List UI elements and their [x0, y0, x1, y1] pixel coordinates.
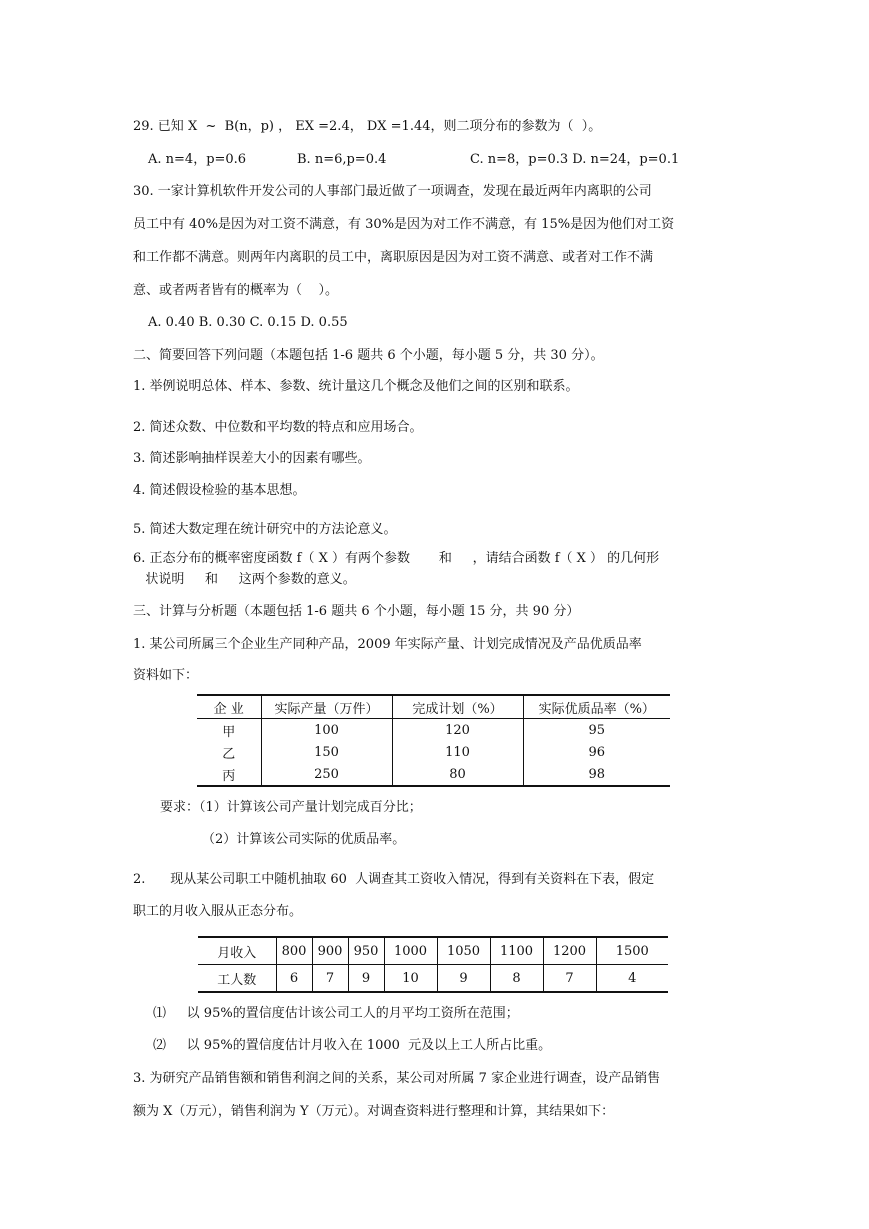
- text-line: 员工中有 40%是因为对工资不满意，有 30%是因为对工作不满意，有 15%是因为他们对工资: [133, 217, 675, 232]
- table-cell: 7: [312, 965, 348, 993]
- text-line: ⑴ 以 95%的置信度估计该公司工人的月平均工资所在范围；: [153, 1006, 519, 1021]
- table-cell: 100: [261, 719, 392, 742]
- col-header: 企 业: [197, 695, 261, 719]
- table-cell: 1200: [543, 937, 596, 965]
- table-cell: 1000: [384, 937, 437, 965]
- text-line: A. n=4，p=0.6: [148, 152, 247, 167]
- col-header: 实际产量（万件）: [261, 695, 392, 719]
- table-cell: 9: [437, 965, 490, 993]
- table-cell: 96: [588, 744, 606, 760]
- table-cell: 9: [348, 965, 384, 993]
- text-line: 状说明 和 这两个参数的意义。: [133, 572, 356, 587]
- table-cell: 110: [392, 741, 523, 763]
- text-line: 1. 举例说明总体、样本、参数、统计量这几个概念及他们之间的区别和联系。: [133, 379, 579, 394]
- table-cell: 6: [276, 965, 312, 993]
- text-line: 29. 已知 X ~ B(n，p) ， EX =2.4， DX =1.44，则二项分布的参数为（ ）。: [133, 119, 602, 134]
- table-cell: 150: [261, 741, 392, 763]
- text-line: ⑵ 以 95%的置信度估计月收入在 1000 元及以上工人所占比重。: [153, 1038, 552, 1053]
- col-header: 实际优质品率（%）: [523, 695, 670, 719]
- table-row: [197, 719, 670, 742]
- text-line: 6. 正态分布的概率密度函数 f（ X ）有两个参数 和 ，请结合函数 f（ X ） 的几何形: [133, 551, 660, 566]
- table-cell: 1050: [437, 937, 490, 965]
- table-cell: 800: [276, 937, 312, 965]
- text-line: 额为 X（万元），销售利润为 Y（万元）。对调查资料进行整理和计算，其结果如下：: [133, 1104, 615, 1119]
- text-line: 1. 某公司所属三个企业生产同种产品，2009 年实际产量、计划完成情况及产品优质品率: [133, 637, 642, 652]
- table-cell: 乙: [197, 741, 261, 763]
- income-table: [198, 936, 668, 993]
- text-line: （2）计算该公司实际的优质品率。: [202, 832, 406, 847]
- table-cell: 1100: [490, 937, 543, 965]
- table-cell: 4: [596, 965, 668, 993]
- table-row-income: [198, 937, 668, 965]
- text-line: C. n=8，p=0.3 D. n=24，p=0.1: [470, 152, 680, 167]
- text-line: 30. 一家计算机软件开发公司的人事部门最近做了一项调查，发现在最近两年内离职的公司: [133, 184, 652, 199]
- table-cell: 8: [490, 965, 543, 993]
- text-line: 要求：（1）计算该公司产量计划完成百分比；: [160, 800, 422, 815]
- text-line: 意、或者两者皆有的概率为（ ）。: [133, 283, 339, 298]
- text-line: 二、简要回答下列问题（本题包括 1-6 题共 6 个小题，每小题 5 分，共 30 分）。: [133, 348, 604, 363]
- text-line: 4. 简述假设检验的基本思想。: [133, 483, 306, 498]
- text-line: A. 0.40 B. 0.30 C. 0.15 D. 0.55: [148, 315, 348, 330]
- text-line: B. n=6,p=0.4: [297, 152, 387, 167]
- col-header: 完成计划（%）: [392, 695, 523, 719]
- table-cell: 10: [384, 965, 437, 993]
- table-cell: 900: [312, 937, 348, 965]
- table-cell: 月收入: [198, 937, 276, 965]
- table-row: [197, 741, 670, 763]
- text-line: 2. 现从某公司职工中随机抽取 60 人调查其工资收入情况，得到有关资料在下表，假定: [133, 872, 655, 887]
- table-cell: 甲: [197, 719, 261, 742]
- table-cell: 工人数: [217, 972, 257, 988]
- text-line: 和工作都不满意。则两年内离职的员工中，离职原因是因为对工资不满意、或者对工作不满: [133, 250, 654, 265]
- text-line: 5. 简述大数定理在统计研究中的方法论意义。: [133, 522, 397, 537]
- table-cell: 98: [588, 766, 606, 782]
- text-line: 资料如下：: [133, 668, 199, 683]
- table-cell: 250: [261, 763, 392, 786]
- text-line: 3. 简述影响抽样误差大小的因素有哪些。: [133, 451, 371, 466]
- text-line: 2. 简述众数、中位数和平均数的特点和应用场合。: [133, 420, 423, 435]
- table-row: [197, 763, 670, 786]
- table-cell: 丙: [197, 763, 261, 786]
- table-cell: 80: [392, 763, 523, 786]
- table-header-row: [197, 695, 670, 719]
- table-row-workers: [198, 965, 668, 993]
- table-cell: 120: [392, 719, 523, 742]
- table-cell: 950: [348, 937, 384, 965]
- text-line: 职工的月收入服从正态分布。: [133, 904, 303, 919]
- table-cell: 7: [543, 965, 596, 993]
- text-line: 3. 为研究产品销售额和销售利润之间的关系，某公司对所属 7 家企业进行调查，设产品销售: [133, 1071, 661, 1086]
- table-cell: 1500: [596, 937, 668, 965]
- text-line: 三、计算与分析题（本题包括 1-6 题共 6 个小题，每小题 15 分，共 90 分）: [133, 604, 580, 619]
- table-cell: 95: [588, 722, 606, 738]
- enterprise-table: [197, 694, 670, 787]
